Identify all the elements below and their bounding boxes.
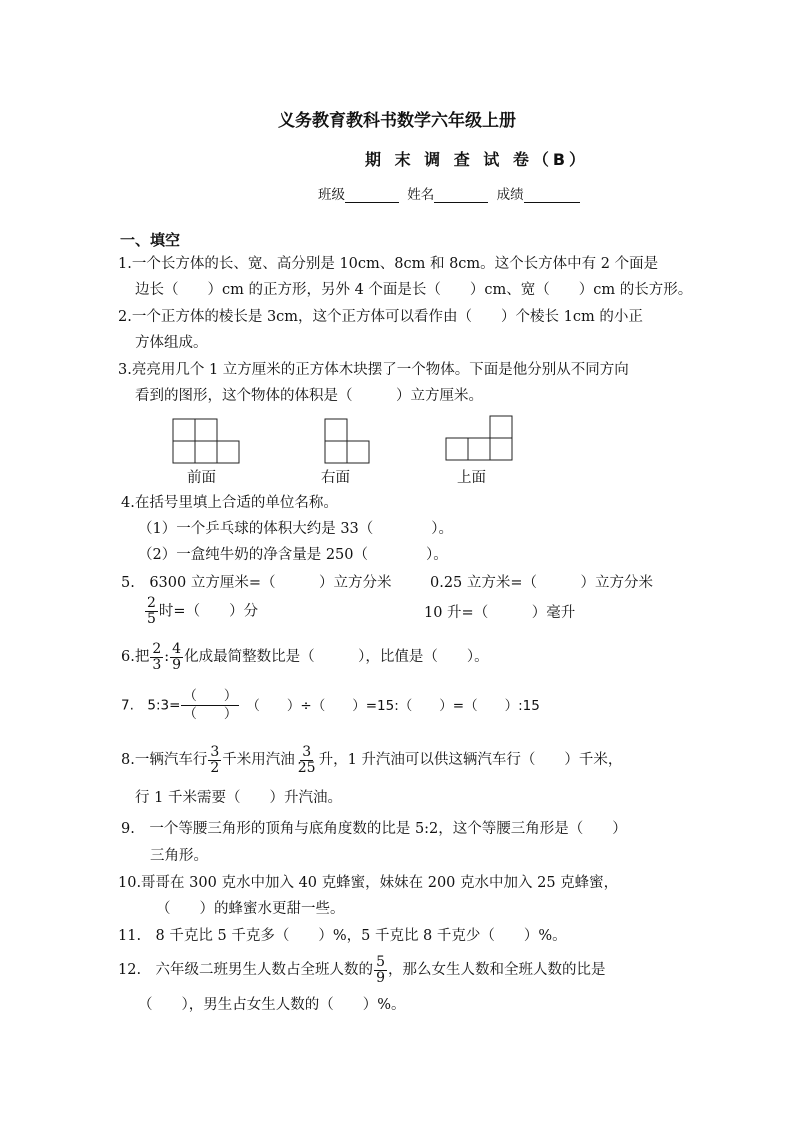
question-6-prefix: 6.把 (121, 649, 150, 665)
fraction-denominator: （ ） (183, 706, 238, 722)
question-5-part-b: 0.25 立方米=（ ）立方分米 (430, 575, 654, 591)
fraction-denominator: 2 (210, 759, 220, 776)
fraction-numerator: （ ） (183, 688, 238, 704)
question-12-line-1 (118, 952, 605, 988)
front-view-label: 前面 (187, 470, 216, 486)
question-7-suffix: （ ）÷（ ）=15:（ ）=（ ）:15 (246, 697, 540, 714)
right-view-square (325, 419, 347, 441)
front-view-square (173, 441, 195, 463)
front-view-figure (170, 416, 242, 466)
score-blank[interactable] (524, 188, 580, 203)
question-7-prefix: 7. 5:3= (121, 697, 181, 714)
class-label: 班级 (318, 187, 345, 203)
fraction (208, 745, 221, 776)
question-3-line-1: 3.亮亮用几个 1 立方厘米的正方体木块摆了一个物体。下面是他分别从不同方向 (118, 362, 629, 378)
fraction (181, 688, 239, 723)
fraction-denominator: 3 (152, 656, 162, 673)
right-view-label: 右面 (321, 470, 350, 486)
class-blank[interactable] (345, 188, 399, 203)
exam-subtitle: 期 末 调 查 试 卷（B） (365, 150, 590, 169)
question-1-line-1: 1.一个长方体的长、宽、高分别是 10cm、8cm 和 8cm。这个长方体中有 2 个面是 (118, 256, 659, 272)
top-view-square (468, 438, 490, 460)
fraction-denominator: 9 (376, 969, 385, 986)
question-1-line-2: 边长（ ）cm 的正方形，另外 4 个面是长（ ）cm、宽（ ）cm 的长方形。 (135, 282, 693, 298)
question-6-suffix: 化成最简整数比是（ ），比值是（ ）。 (184, 649, 489, 665)
question-4-line-1: （1）一个乒乓球的体积大约是 33（ ）。 (138, 521, 454, 537)
fraction (170, 642, 183, 673)
question-10-line-2: （ ）的蜂蜜水更甜一些。 (156, 901, 345, 917)
question-6 (121, 640, 489, 674)
question-5-part-a: 5. 6300 立方厘米=（ ）立方分米 (121, 575, 392, 591)
fraction (296, 745, 318, 776)
score-label: 成绩 (496, 187, 524, 203)
fraction (150, 642, 163, 673)
fraction (374, 955, 387, 986)
top-view-square (490, 438, 512, 460)
top-view-label: 上面 (457, 470, 486, 486)
student-info-line (318, 183, 584, 203)
page-title: 义务教育教科书数学六年级上册 (278, 111, 516, 131)
fraction-denominator: 5 (147, 611, 156, 627)
fraction-numerator: 4 (172, 640, 182, 657)
question-9-line-1: 9. 一个等腰三角形的顶角与底角度数的比是 5:2，这个等腰三角形是（ ） (121, 821, 627, 837)
question-8-line-1 (121, 742, 622, 778)
question-12-line-2: （ ），男生占女生人数的（ ）%。 (138, 997, 406, 1013)
fraction-numerator: 2 (152, 640, 162, 657)
question-8-suffix: 升，1 升汽油可以供这辆汽车行（ ）千米， (318, 752, 623, 768)
fraction (145, 596, 158, 627)
question-12-prefix: 12. 六年级二班男生人数占全班人数的 (118, 962, 374, 978)
front-view-square (195, 441, 217, 463)
question-8-prefix: 8.一辆汽车行 (121, 752, 208, 768)
top-view-square (446, 438, 468, 460)
question-4-line-0: 4.在括号里填上合适的单位名称。 (121, 495, 338, 511)
question-8-line-2: 行 1 千米需要（ ）升汽油。 (135, 790, 342, 806)
front-view-square (173, 419, 195, 441)
ratio-colon: : (164, 649, 170, 665)
question-9-line-2: 三角形。 (150, 848, 208, 864)
question-4-line-2: （2）一盒纯牛奶的净含量是 250（ ）。 (138, 547, 448, 563)
name-blank[interactable] (434, 188, 488, 203)
name-label: 姓名 (407, 187, 435, 203)
question-7 (121, 688, 540, 723)
question-8-middle: 千米用汽油 (222, 752, 295, 768)
front-view-square (217, 441, 239, 463)
question-2-line-2: 方体组成。 (135, 335, 208, 351)
fraction-numerator: 2 (147, 595, 156, 611)
right-view-square (347, 441, 369, 463)
fraction-numerator: 3 (210, 743, 220, 760)
question-5-part-c-text: 时=（ ）分 (158, 603, 259, 620)
top-view-square (490, 416, 512, 438)
question-11: 11. 8 千克比 5 千克多（ ）%，5 千克比 8 千克少（ ）%。 (118, 928, 567, 944)
section-heading: 一、填空 (120, 231, 181, 249)
fraction-numerator: 3 (302, 743, 312, 760)
question-2-line-1: 2.一个正方体的棱长是 3cm，这个正方体可以看作由（ ）个棱长 1cm 的小正 (118, 309, 643, 325)
right-view-square (325, 441, 347, 463)
fraction-numerator: 5 (376, 953, 385, 970)
right-view-figure (322, 416, 374, 466)
front-view-square (195, 419, 217, 441)
fraction-denominator: 9 (172, 656, 182, 673)
fraction-denominator: 25 (297, 759, 316, 776)
question-12-suffix: ，那么女生人数和全班人数的比是 (387, 962, 606, 978)
question-5-part-c (144, 596, 258, 627)
top-view-figure (443, 413, 517, 465)
question-10-line-1: 10.哥哥在 300 克水中加入 40 克蜂蜜，妹妹在 200 克水中加入 25 克蜂蜜， (118, 875, 619, 891)
question-5-part-d: 10 升=（ ）毫升 (424, 605, 576, 621)
question-3-line-2: 看到的图形，这个物体的体积是（ ）立方厘米。 (135, 388, 483, 404)
